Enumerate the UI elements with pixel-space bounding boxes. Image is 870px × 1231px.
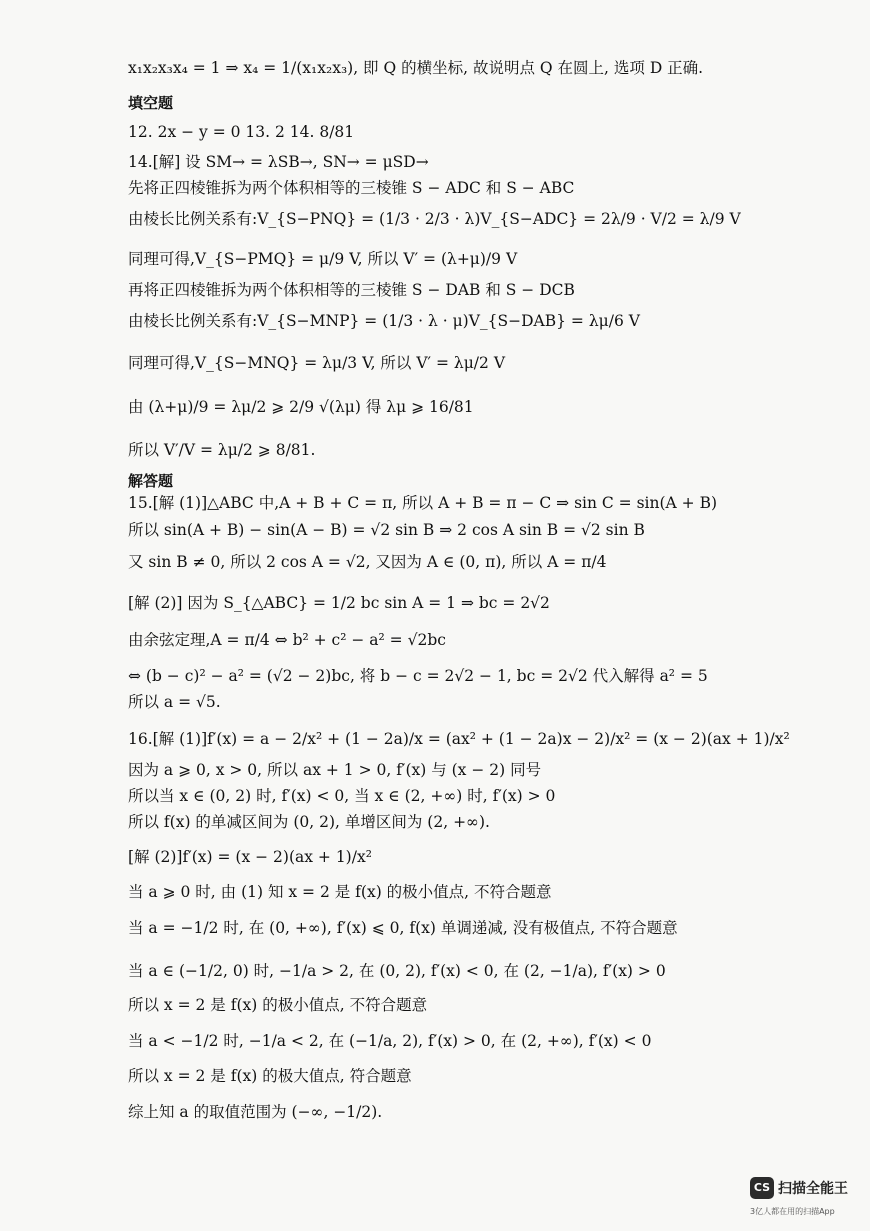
text-line: 由余弦定理,A = π/4 ⇔ b² + c² − a² = √2bc bbox=[128, 631, 446, 649]
text-line: 12. 2x − y = 0 13. 2 14. 8/81 bbox=[128, 123, 355, 141]
watermark-subtitle: 3亿人都在用的扫描App bbox=[750, 1207, 835, 1216]
camscanner-logo-icon: CS bbox=[750, 1177, 774, 1199]
text-line: 由棱长比例关系有:V_{S−MNP} = (1/3 · λ · μ)V_{S−DAB} = λμ/6 V bbox=[128, 312, 640, 330]
section-heading: 解答题 bbox=[128, 472, 174, 490]
text-line: 15.[解 (1)]△ABC 中,A + B + C = π, 所以 A + B = π − C ⇒ sin C = sin(A + B) bbox=[128, 494, 718, 512]
text-line: 所以 V′/V = λμ/2 ⩾ 8/81. bbox=[128, 441, 316, 459]
text-line: 16.[解 (1)]f′(x) = a − 2/x² + (1 − 2a)/x = (ax² + (1 − 2a)x − 2)/x² = (x − 2)(ax + 1)/x² bbox=[128, 730, 790, 748]
scanner-watermark bbox=[750, 1177, 852, 1221]
text-line: 由 (λ+μ)/9 = λμ/2 ⩾ 2/9 √(λμ) 得 λμ ⩾ 16/81 bbox=[128, 398, 474, 416]
text-line: 由棱长比例关系有:V_{S−PNQ} = (1/3 · 2/3 · λ)V_{S−ADC} = 2λ/9 · V/2 = λ/9 V bbox=[128, 210, 741, 228]
text-line: 综上知 a 的取值范围为 (−∞, −1/2). bbox=[128, 1103, 383, 1121]
text-line: 所以 x = 2 是 f(x) 的极小值点, 不符合题意 bbox=[128, 996, 428, 1014]
text-line: ⇔ (b − c)² − a² = (√2 − 2)bc, 将 b − c = 2√2 − 1, bc = 2√2 代入解得 a² = 5 bbox=[128, 667, 708, 685]
text-line: 当 a < −1/2 时, −1/a < 2, 在 (−1/a, 2), f′(x) > 0, 在 (2, +∞), f′(x) < 0 bbox=[128, 1032, 652, 1050]
text-line: 所以当 x ∈ (0, 2) 时, f′(x) < 0, 当 x ∈ (2, +∞) 时, f′(x) > 0 bbox=[128, 787, 556, 805]
text-line: 同理可得,V_{S−MNQ} = λμ/3 V, 所以 V′ = λμ/2 V bbox=[128, 354, 506, 372]
text-line: 因为 a ⩾ 0, x > 0, 所以 ax + 1 > 0, f′(x) 与 (x − 2) 同号 bbox=[128, 761, 542, 779]
text-line: 当 a ⩾ 0 时, 由 (1) 知 x = 2 是 f(x) 的极小值点, 不符合题意 bbox=[128, 883, 552, 901]
text-line: 所以 sin(A + B) − sin(A − B) = √2 sin B ⇒ 2 cos A sin B = √2 sin B bbox=[128, 521, 645, 539]
text-line: 所以 f(x) 的单减区间为 (0, 2), 单增区间为 (2, +∞). bbox=[128, 813, 490, 831]
text-line: 先将正四棱锥拆为两个体积相等的三棱锥 S − ADC 和 S − ABC bbox=[128, 179, 575, 197]
text-line: 当 a ∈ (−1/2, 0) 时, −1/a > 2, 在 (0, 2), f′(x) < 0, 在 (2, −1/a), f′(x) > 0 bbox=[128, 962, 666, 980]
text-line: x₁x₂x₃x₄ = 1 ⇒ x₄ = 1/(x₁x₂x₃), 即 Q 的横坐标, 故说明点 Q 在圆上, 选项 D 正确. bbox=[128, 59, 704, 77]
text-line: 14.[解] 设 SM→ = λSB→, SN→ = μSD→ bbox=[128, 153, 429, 171]
text-line: 又 sin B ≠ 0, 所以 2 cos A = √2, 又因为 A ∈ (0, π), 所以 A = π/4 bbox=[128, 553, 607, 571]
section-heading: 填空题 bbox=[128, 94, 174, 112]
text-line: 同理可得,V_{S−PMQ} = μ/9 V, 所以 V′ = (λ+μ)/9 V bbox=[128, 250, 518, 268]
text-line: [解 (2)] 因为 S_{△ABC} = 1/2 bc sin A = 1 ⇒ bc = 2√2 bbox=[128, 594, 550, 612]
text-line: 再将正四棱锥拆为两个体积相等的三棱锥 S − DAB 和 S − DCB bbox=[128, 281, 575, 299]
text-line: [解 (2)]f′(x) = (x − 2)(ax + 1)/x² bbox=[128, 848, 372, 866]
text-line: 所以 x = 2 是 f(x) 的极大值点, 符合题意 bbox=[128, 1067, 412, 1085]
watermark-name: 扫描全能王 bbox=[778, 1181, 848, 1197]
text-line: 当 a = −1/2 时, 在 (0, +∞), f′(x) ⩽ 0, f(x) 单调递减, 没有极值点, 不符合题意 bbox=[128, 919, 678, 937]
text-line: 所以 a = √5. bbox=[128, 693, 221, 711]
